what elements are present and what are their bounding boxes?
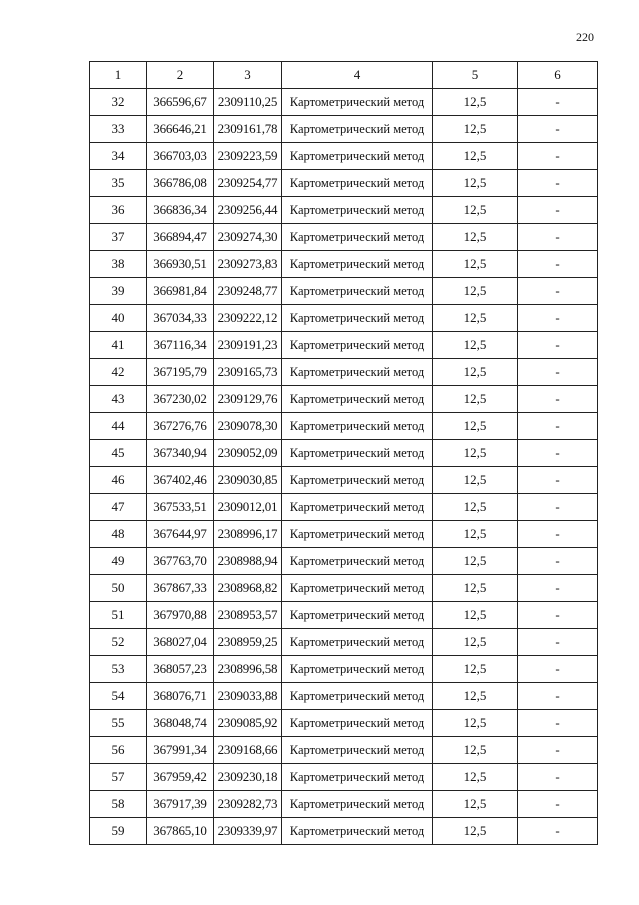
x-coordinate-cell: 367230,02 xyxy=(147,386,214,413)
note-cell: - xyxy=(518,413,598,440)
method-cell: Картометрический метод xyxy=(282,143,433,170)
point-number-cell: 58 xyxy=(90,791,147,818)
note-cell: - xyxy=(518,494,598,521)
accuracy-cell: 12,5 xyxy=(433,494,518,521)
y-coordinate-cell: 2309282,73 xyxy=(214,791,282,818)
y-coordinate-cell: 2309274,30 xyxy=(214,224,282,251)
table-row xyxy=(90,818,598,845)
y-coordinate-cell: 2308996,58 xyxy=(214,656,282,683)
y-coordinate-cell: 2309339,97 xyxy=(214,818,282,845)
point-number-cell: 56 xyxy=(90,737,147,764)
point-number-cell: 37 xyxy=(90,224,147,251)
x-coordinate-cell: 367533,51 xyxy=(147,494,214,521)
method-cell: Картометрический метод xyxy=(282,467,433,494)
y-coordinate-cell: 2308988,94 xyxy=(214,548,282,575)
table-row xyxy=(90,683,598,710)
accuracy-cell: 12,5 xyxy=(433,359,518,386)
y-coordinate-cell: 2309085,92 xyxy=(214,710,282,737)
x-coordinate-cell: 366703,03 xyxy=(147,143,214,170)
x-coordinate-cell: 367276,76 xyxy=(147,413,214,440)
table-row xyxy=(90,278,598,305)
x-coordinate-cell: 367644,97 xyxy=(147,521,214,548)
x-coordinate-cell: 367034,33 xyxy=(147,305,214,332)
x-coordinate-cell: 367340,94 xyxy=(147,440,214,467)
note-cell: - xyxy=(518,602,598,629)
note-cell: - xyxy=(518,521,598,548)
accuracy-cell: 12,5 xyxy=(433,386,518,413)
method-cell: Картометрический метод xyxy=(282,413,433,440)
accuracy-cell: 12,5 xyxy=(433,521,518,548)
point-number-cell: 59 xyxy=(90,818,147,845)
table-row xyxy=(90,197,598,224)
note-cell: - xyxy=(518,710,598,737)
accuracy-cell: 12,5 xyxy=(433,629,518,656)
y-coordinate-cell: 2308968,82 xyxy=(214,575,282,602)
y-coordinate-cell: 2308953,57 xyxy=(214,602,282,629)
point-number-cell: 48 xyxy=(90,521,147,548)
point-number-cell: 34 xyxy=(90,143,147,170)
y-coordinate-cell: 2309191,23 xyxy=(214,332,282,359)
note-cell: - xyxy=(518,683,598,710)
method-cell: Картометрический метод xyxy=(282,575,433,602)
x-coordinate-cell: 367970,88 xyxy=(147,602,214,629)
accuracy-cell: 12,5 xyxy=(433,224,518,251)
y-coordinate-cell: 2309230,18 xyxy=(214,764,282,791)
point-number-cell: 50 xyxy=(90,575,147,602)
accuracy-cell: 12,5 xyxy=(433,278,518,305)
point-number-cell: 33 xyxy=(90,116,147,143)
accuracy-cell: 12,5 xyxy=(433,548,518,575)
y-coordinate-cell: 2309052,09 xyxy=(214,440,282,467)
column-header: 5 xyxy=(433,62,518,89)
column-header: 2 xyxy=(147,62,214,89)
y-coordinate-cell: 2309168,66 xyxy=(214,737,282,764)
note-cell: - xyxy=(518,251,598,278)
point-number-cell: 45 xyxy=(90,440,147,467)
table-row xyxy=(90,656,598,683)
page-number: 220 xyxy=(576,30,594,44)
point-number-cell: 39 xyxy=(90,278,147,305)
accuracy-cell: 12,5 xyxy=(433,737,518,764)
x-coordinate-cell: 368057,23 xyxy=(147,656,214,683)
accuracy-cell: 12,5 xyxy=(433,818,518,845)
table-row xyxy=(90,575,598,602)
x-coordinate-cell: 367116,34 xyxy=(147,332,214,359)
x-coordinate-cell: 367867,33 xyxy=(147,575,214,602)
note-cell: - xyxy=(518,332,598,359)
x-coordinate-cell: 368027,04 xyxy=(147,629,214,656)
table-row xyxy=(90,251,598,278)
x-coordinate-cell: 367763,70 xyxy=(147,548,214,575)
method-cell: Картометрический метод xyxy=(282,791,433,818)
table-row xyxy=(90,116,598,143)
y-coordinate-cell: 2309012,01 xyxy=(214,494,282,521)
note-cell: - xyxy=(518,467,598,494)
point-number-cell: 52 xyxy=(90,629,147,656)
x-coordinate-cell: 367991,34 xyxy=(147,737,214,764)
note-cell: - xyxy=(518,764,598,791)
x-coordinate-cell: 368048,74 xyxy=(147,710,214,737)
point-number-cell: 35 xyxy=(90,170,147,197)
point-number-cell: 49 xyxy=(90,548,147,575)
x-coordinate-cell: 366646,21 xyxy=(147,116,214,143)
method-cell: Картометрический метод xyxy=(282,710,433,737)
table-row xyxy=(90,467,598,494)
accuracy-cell: 12,5 xyxy=(433,764,518,791)
x-coordinate-cell: 368076,71 xyxy=(147,683,214,710)
y-coordinate-cell: 2309248,77 xyxy=(214,278,282,305)
note-cell: - xyxy=(518,143,598,170)
accuracy-cell: 12,5 xyxy=(433,602,518,629)
table-row xyxy=(90,386,598,413)
column-header: 4 xyxy=(282,62,433,89)
x-coordinate-cell: 366786,08 xyxy=(147,170,214,197)
accuracy-cell: 12,5 xyxy=(433,440,518,467)
method-cell: Картометрический метод xyxy=(282,197,433,224)
point-number-cell: 51 xyxy=(90,602,147,629)
y-coordinate-cell: 2309223,59 xyxy=(214,143,282,170)
accuracy-cell: 12,5 xyxy=(433,143,518,170)
method-cell: Картометрический метод xyxy=(282,224,433,251)
method-cell: Картометрический метод xyxy=(282,116,433,143)
table-row xyxy=(90,764,598,791)
y-coordinate-cell: 2309110,25 xyxy=(214,89,282,116)
method-cell: Картометрический метод xyxy=(282,305,433,332)
accuracy-cell: 12,5 xyxy=(433,413,518,440)
method-cell: Картометрический метод xyxy=(282,602,433,629)
y-coordinate-cell: 2309165,73 xyxy=(214,359,282,386)
y-coordinate-cell: 2309256,44 xyxy=(214,197,282,224)
method-cell: Картометрический метод xyxy=(282,764,433,791)
table-row xyxy=(90,224,598,251)
x-coordinate-cell: 367195,79 xyxy=(147,359,214,386)
table-row xyxy=(90,737,598,764)
accuracy-cell: 12,5 xyxy=(433,116,518,143)
accuracy-cell: 12,5 xyxy=(433,89,518,116)
accuracy-cell: 12,5 xyxy=(433,467,518,494)
x-coordinate-cell: 366836,34 xyxy=(147,197,214,224)
note-cell: - xyxy=(518,386,598,413)
note-cell: - xyxy=(518,548,598,575)
accuracy-cell: 12,5 xyxy=(433,791,518,818)
method-cell: Картометрический метод xyxy=(282,656,433,683)
point-number-cell: 40 xyxy=(90,305,147,332)
accuracy-cell: 12,5 xyxy=(433,170,518,197)
accuracy-cell: 12,5 xyxy=(433,683,518,710)
point-number-cell: 53 xyxy=(90,656,147,683)
column-header: 6 xyxy=(518,62,598,89)
method-cell: Картометрический метод xyxy=(282,818,433,845)
accuracy-cell: 12,5 xyxy=(433,305,518,332)
method-cell: Картометрический метод xyxy=(282,548,433,575)
note-cell: - xyxy=(518,656,598,683)
point-number-cell: 41 xyxy=(90,332,147,359)
point-number-cell: 54 xyxy=(90,683,147,710)
table-row xyxy=(90,413,598,440)
note-cell: - xyxy=(518,440,598,467)
method-cell: Картометрический метод xyxy=(282,89,433,116)
y-coordinate-cell: 2309161,78 xyxy=(214,116,282,143)
accuracy-cell: 12,5 xyxy=(433,710,518,737)
method-cell: Картометрический метод xyxy=(282,521,433,548)
point-number-cell: 38 xyxy=(90,251,147,278)
note-cell: - xyxy=(518,818,598,845)
table-row xyxy=(90,710,598,737)
table-row xyxy=(90,143,598,170)
accuracy-cell: 12,5 xyxy=(433,332,518,359)
point-number-cell: 32 xyxy=(90,89,147,116)
point-number-cell: 36 xyxy=(90,197,147,224)
x-coordinate-cell: 367917,39 xyxy=(147,791,214,818)
method-cell: Картометрический метод xyxy=(282,737,433,764)
point-number-cell: 55 xyxy=(90,710,147,737)
accuracy-cell: 12,5 xyxy=(433,197,518,224)
point-number-cell: 57 xyxy=(90,764,147,791)
x-coordinate-cell: 366596,67 xyxy=(147,89,214,116)
method-cell: Картометрический метод xyxy=(282,278,433,305)
table-row xyxy=(90,629,598,656)
note-cell: - xyxy=(518,116,598,143)
note-cell: - xyxy=(518,791,598,818)
header-row xyxy=(90,62,598,89)
note-cell: - xyxy=(518,197,598,224)
y-coordinate-cell: 2309033,88 xyxy=(214,683,282,710)
x-coordinate-cell: 366930,51 xyxy=(147,251,214,278)
method-cell: Картометрический метод xyxy=(282,332,433,359)
method-cell: Картометрический метод xyxy=(282,251,433,278)
note-cell: - xyxy=(518,224,598,251)
table-body xyxy=(90,89,598,845)
note-cell: - xyxy=(518,629,598,656)
y-coordinate-cell: 2309078,30 xyxy=(214,413,282,440)
table-row xyxy=(90,602,598,629)
table-row xyxy=(90,494,598,521)
note-cell: - xyxy=(518,305,598,332)
method-cell: Картометрический метод xyxy=(282,170,433,197)
note-cell: - xyxy=(518,575,598,602)
point-number-cell: 46 xyxy=(90,467,147,494)
note-cell: - xyxy=(518,278,598,305)
method-cell: Картометрический метод xyxy=(282,629,433,656)
note-cell: - xyxy=(518,737,598,764)
x-coordinate-cell: 366894,47 xyxy=(147,224,214,251)
table-row xyxy=(90,440,598,467)
y-coordinate-cell: 2309222,12 xyxy=(214,305,282,332)
table-row xyxy=(90,305,598,332)
y-coordinate-cell: 2309129,76 xyxy=(214,386,282,413)
point-number-cell: 42 xyxy=(90,359,147,386)
coordinates-table xyxy=(89,61,598,845)
x-coordinate-cell: 367402,46 xyxy=(147,467,214,494)
table-header xyxy=(90,62,598,89)
y-coordinate-cell: 2309273,83 xyxy=(214,251,282,278)
table-row xyxy=(90,89,598,116)
method-cell: Картометрический метод xyxy=(282,386,433,413)
method-cell: Картометрический метод xyxy=(282,683,433,710)
table-row xyxy=(90,791,598,818)
x-coordinate-cell: 367865,10 xyxy=(147,818,214,845)
point-number-cell: 44 xyxy=(90,413,147,440)
note-cell: - xyxy=(518,359,598,386)
x-coordinate-cell: 366981,84 xyxy=(147,278,214,305)
x-coordinate-cell: 367959,42 xyxy=(147,764,214,791)
table-row xyxy=(90,359,598,386)
accuracy-cell: 12,5 xyxy=(433,251,518,278)
table-row xyxy=(90,521,598,548)
accuracy-cell: 12,5 xyxy=(433,575,518,602)
table-row xyxy=(90,170,598,197)
method-cell: Картометрический метод xyxy=(282,359,433,386)
y-coordinate-cell: 2309254,77 xyxy=(214,170,282,197)
y-coordinate-cell: 2309030,85 xyxy=(214,467,282,494)
method-cell: Картометрический метод xyxy=(282,494,433,521)
table-row xyxy=(90,548,598,575)
note-cell: - xyxy=(518,170,598,197)
accuracy-cell: 12,5 xyxy=(433,656,518,683)
column-header: 3 xyxy=(214,62,282,89)
method-cell: Картометрический метод xyxy=(282,440,433,467)
note-cell: - xyxy=(518,89,598,116)
y-coordinate-cell: 2308996,17 xyxy=(214,521,282,548)
table-row xyxy=(90,332,598,359)
point-number-cell: 47 xyxy=(90,494,147,521)
y-coordinate-cell: 2308959,25 xyxy=(214,629,282,656)
column-header: 1 xyxy=(90,62,147,89)
point-number-cell: 43 xyxy=(90,386,147,413)
